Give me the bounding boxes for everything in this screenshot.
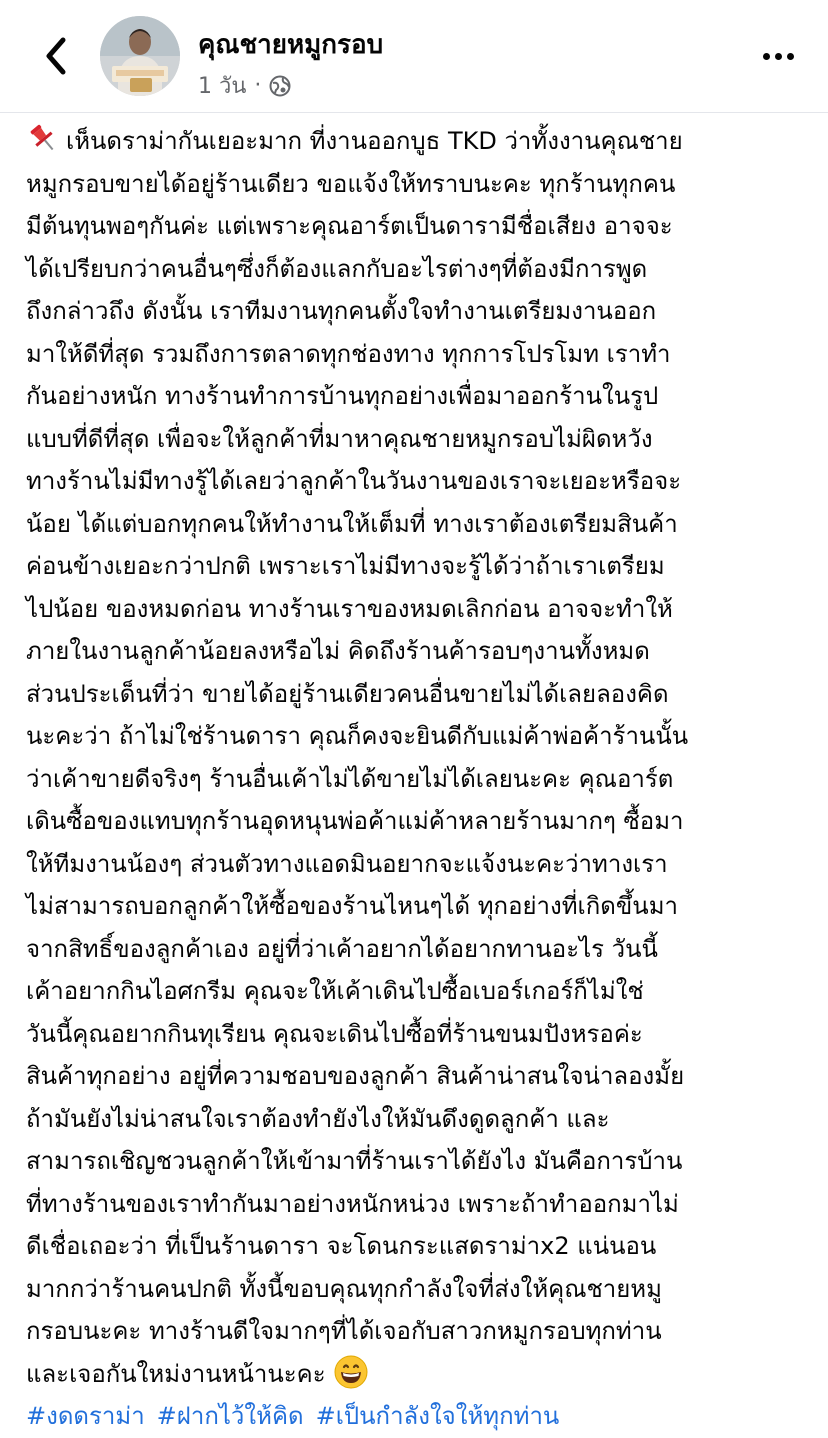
post-header [0, 0, 828, 113]
post-text-line: และเจอกันใหม่งานหน้านะคะ [26, 1353, 806, 1396]
post-text-line: ดีเชื่อเถอะว่า ที่เป็นร้านดารา จะโดนกระแสดราม่าx2 แน่นอน [26, 1232, 657, 1260]
post-meta [198, 68, 291, 103]
post-text-line: วันนี้คุณอยากกินทุเรียน คุณจะเดินไปซื้อที่ร้านขนมปังหรอค่ะ [26, 1019, 643, 1048]
post-text-line: มากกว่าร้านคนปกติ ทั้งนี้ขอบคุณทุกกำลังใจที่ส่งให้คุณชายหมู [26, 1274, 662, 1303]
pushpin-icon [26, 127, 66, 155]
back-chevron-icon [43, 36, 69, 76]
grinning-face-icon [326, 1360, 368, 1388]
post-text-line: ถึงกล่าวถึง ดังนั้น เราทีมงานทุกคนตั้งใจทำงานเตรียมงานออก [26, 297, 657, 325]
post-text-line: จากสิทธิ์ของลูกค้าเอง อยู่ที่ว่าเค้าอยากได้อยากทานอะไร วันนี้ [26, 934, 658, 963]
hashtag-link[interactable]: #เป็นกำลังใจให้ทุกท่าน [315, 1402, 560, 1430]
avatar-image [100, 16, 180, 96]
post-text-line: หมูกรอบขายได้อยู่ร้านเดียว ขอแจ้งให้ทราบนะคะ ทุกร้านทุกคน [26, 169, 676, 198]
post-text-line: เค้าอยากกินไอศกรีม คุณจะให้เค้าเดินไปซื้อเบอร์เกอร์ก็ไม่ใช่ [26, 977, 644, 1005]
post-text-line: มาให้ดีที่สุด รวมถึงการตลาดทุกช่องทาง ทุกการโปรโมท เราทำ [26, 339, 671, 368]
post-text-line: มีต้นทุนพอๆกันค่ะ แต่เพราะคุณอาร์ตเป็นดารามีชื่อเสียง อาจจะ [26, 212, 673, 240]
post-text-line: ภายในงานลูกค้าน้อยลงหรือไม่ คิดถึงร้านค้ารอบๆงานทั้งหมด [26, 637, 650, 665]
post-text-line: ได้เปรียบกว่าคนอื่นๆซึ่งก็ต้องแลกกับอะไรต่างๆที่ต้องมีการพูด [26, 254, 648, 283]
meta-separator: · [254, 73, 262, 98]
post-text-line: สินค้าทุกอย่าง อยู่ที่ความชอบของลูกค้า สินค้าน่าสนใจน่าลองมั้ย [26, 1062, 685, 1090]
hashtag-link[interactable]: #งดดราม่า [26, 1402, 145, 1430]
post-text-line: เห็นดราม่ากันเยอะมาก ที่งานออกบูธ TKD ว่าทั้งงานคุณชาย [26, 120, 806, 163]
more-options-icon [763, 53, 770, 60]
post-text-line: ถ้ามันยังไม่น่าสนใจเราต้องทำยังไงให้มันดึงดูดลูกค้า และ [26, 1104, 610, 1133]
post-text-line: นะคะว่า ถ้าไม่ใช่ร้านดารา คุณก็คงจะยินดีกับแม่ค้าพ่อค้าร้านนั้น [26, 722, 689, 750]
post-text [26, 120, 806, 1395]
post-text-line: ค่อนข้างเยอะกว่าปกติ เพราะเราไม่มีทางจะรู้ได้ว่าถ้าเราเตรียม [26, 552, 665, 580]
page-avatar[interactable] [100, 16, 180, 96]
post-text-line: สามารถเชิญชวนลูกค้าให้เข้ามาที่ร้านเราได้ยังไง มันคือการบ้าน [26, 1147, 683, 1175]
post-text-line: เดินซื้อของแทบทุกร้านอุดหนุนพ่อค้าแม่ค้าหลายร้านมากๆ ซื้อมา [26, 807, 684, 835]
post-text-line: ที่ทางร้านของเราทำกันมาอย่างหนักหน่วง เพราะถ้าทำออกมาไม่ [26, 1189, 679, 1218]
post-text-line: กรอบนะคะ ทางร้านดีใจมากๆที่ได้เจอกับสาวกหมูกรอบทุกท่าน [26, 1317, 662, 1345]
globe-icon [269, 75, 291, 97]
post-body [26, 120, 806, 1438]
post-text-line: ให้ทีมงานน้องๆ ส่วนตัวทางแอดมินอยากจะแจ้งนะคะว่าทางเรา [26, 849, 668, 878]
post-text-line: ทางร้านไม่มีทางรู้ได้เลยว่าลูกค้าในวันงานของเราจะเยอะหรือจะ [26, 467, 682, 495]
post-hashtags [26, 1395, 806, 1438]
page-name[interactable]: คุณชายหมูกรอบ [198, 30, 384, 60]
post-text-line: ว่าเค้าขายดีจริงๆ ร้านอื่นเค้าไม่ได้ขายไม่ได้เลยนะคะ คุณอาร์ต [26, 764, 674, 793]
back-button[interactable] [34, 34, 78, 78]
post-text-line: ไม่สามารถบอกลูกค้าให้ซื้อของร้านไหนๆได้ ทุกอย่างที่เกิดขึ้นมา [26, 892, 678, 920]
post-text-line: แบบที่ดีที่สุด เพื่อจะให้ลูกค้าที่มาหาคุณชายหมูกรอบไม่ผิดหวัง [26, 424, 653, 453]
post-text-line: ส่วนประเด็นที่ว่า ขายได้อยู่ร้านเดียวคนอื่นขายไม่ได้เลยลองคิด [26, 679, 669, 708]
more-options-button[interactable] [758, 40, 798, 72]
post-text-line: ไปน้อย ของหมดก่อน ทางร้านเราของหมดเลิกก่อน อาจจะทำให้ [26, 594, 673, 623]
post-time[interactable]: 1 วัน [198, 74, 247, 99]
post-text-line: กันอย่างหนัก ทางร้านทำการบ้านทุกอย่างเพื่อมาออกร้านในรูป [26, 382, 659, 410]
hashtag-link[interactable]: #ฝากไว้ให้คิด [156, 1402, 304, 1430]
post-text-line: น้อย ได้แต่บอกทุกคนให้ทำงานให้เต็มที่ ทางเราต้องเตรียมสินค้า [26, 509, 678, 538]
